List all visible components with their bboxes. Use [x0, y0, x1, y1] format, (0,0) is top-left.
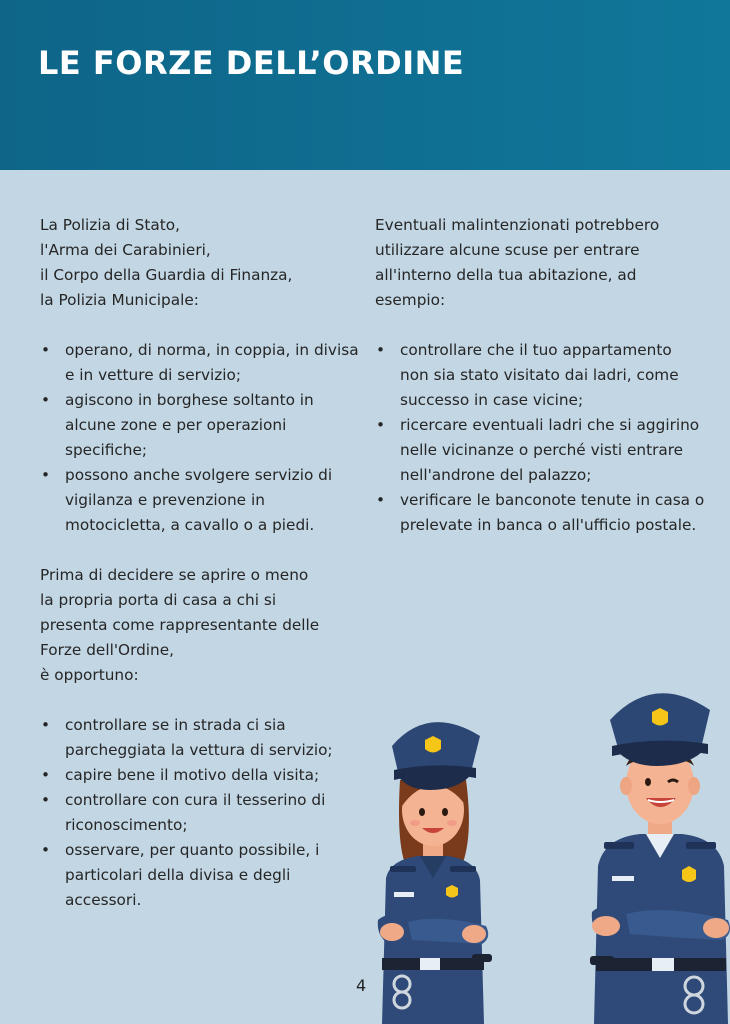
intro-line: l'Arma dei Carabinieri, — [40, 241, 211, 259]
bullet-list-excuses — [375, 338, 705, 538]
list-item: • osservare, per quanto possibile, i particolari della divisa e degli accessori. — [40, 838, 365, 913]
intro-line: il Corpo della Guardia di Finanza, — [40, 266, 293, 284]
bullet-list-police-behaviour — [40, 338, 365, 538]
paragraph-line: è opportuno: — [40, 666, 139, 684]
list-item: • controllare che il tuo appartamento non sia stato visitato dai ladri, come successo in case vicine; — [375, 338, 705, 413]
policewoman-illustration — [368, 710, 498, 1024]
intro-line: La Polizia di Stato, — [40, 216, 180, 234]
paragraph-line: presenta come rappresentante delle — [40, 616, 320, 634]
intro-line: Eventuali malintenzionati potrebbero — [375, 216, 660, 234]
list-item: • agiscono in borghese soltanto in alcune zone e per operazioni specifiche; — [40, 388, 365, 463]
scam-intro-paragraph — [375, 213, 705, 313]
list-item: • possono anche svolgere servizio di vigilanza e prevenzione in motocicletta, a cavallo o a piedi. — [40, 463, 365, 538]
page-number: 4 — [356, 976, 367, 995]
right-column — [375, 213, 705, 563]
intro-line: utilizzare alcune scuse per entrare — [375, 241, 640, 259]
intro-paragraph — [40, 213, 365, 313]
list-item: • controllare con cura il tesserino di riconoscimento; — [40, 788, 365, 838]
left-column — [40, 213, 365, 938]
advice-paragraph — [40, 563, 365, 688]
list-item: • capire bene il motivo della visita; — [40, 763, 365, 788]
intro-line: esempio: — [375, 291, 446, 309]
bullet-list-checks — [40, 713, 365, 913]
page-header — [0, 0, 730, 170]
list-item: • verificare le banconote tenute in casa o prelevate in banca o all'ufficio postale. — [375, 488, 705, 538]
paragraph-line: la propria porta di casa a chi si — [40, 591, 277, 609]
list-item: • controllare se in strada ci sia parcheggiata la vettura di servizio; — [40, 713, 365, 763]
intro-line: all'interno della tua abitazione, ad — [375, 266, 637, 284]
list-item: • operano, di norma, in coppia, in divisa e in vetture di servizio; — [40, 338, 365, 388]
page-title: LE FORZE DELL’ORDINE — [38, 44, 465, 82]
list-item: • ricercare eventuali ladri che si aggirino nelle vicinanze o perché visti entrare nell'androne del palazzo; — [375, 413, 705, 488]
policeman-illustration — [590, 680, 730, 1024]
intro-line: la Polizia Municipale: — [40, 291, 199, 309]
paragraph-line: Prima di decidere se aprire o meno — [40, 566, 309, 584]
paragraph-line: Forze dell'Ordine, — [40, 641, 175, 659]
